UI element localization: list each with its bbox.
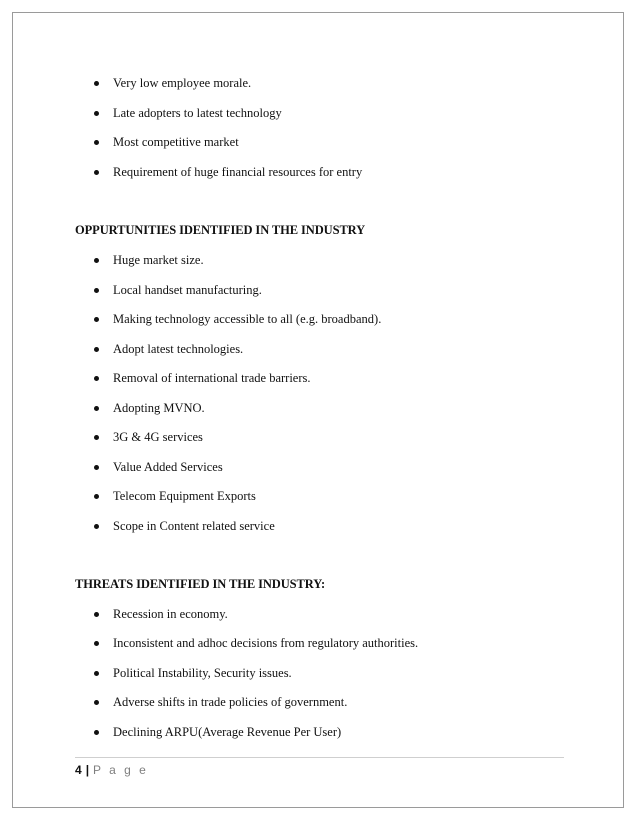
bullet-icon [94, 494, 99, 499]
list-item-text: Huge market size. [113, 253, 204, 267]
list-item-text: Very low employee morale. [113, 76, 252, 90]
bullet-icon [94, 612, 99, 617]
list-item-text: Late adopters to latest technology [113, 106, 282, 120]
list-item [0, 519, 600, 535]
list-item-text: Declining ARPU(Average Revenue Per User) [113, 725, 342, 739]
page-number: 4 [75, 763, 82, 777]
list-item-text: Adopting MVNO. [113, 401, 205, 415]
list-item [0, 106, 600, 122]
bullet-icon [94, 81, 99, 86]
list-item-text: Telecom Equipment Exports [113, 489, 256, 503]
list-item-text: Scope in Content related service [113, 519, 275, 533]
opportunities-heading: OPPURTUNITIES IDENTIFIED IN THE INDUSTRY [75, 223, 366, 237]
bullet-icon [94, 347, 99, 352]
list-item [0, 489, 600, 505]
bullet-icon [94, 317, 99, 322]
list-item-text: Requirement of huge financial resources for entry [113, 165, 363, 179]
list-item [0, 666, 600, 682]
bullet-icon [94, 140, 99, 145]
list-item-text: Making technology accessible to all (e.g. broadband). [113, 312, 382, 326]
threats-heading: THREATS IDENTIFIED IN THE INDUSTRY: [75, 577, 326, 591]
list-item [0, 371, 600, 387]
list-item-text: Removal of international trade barriers. [113, 371, 311, 385]
list-item-text: Recession in economy. [113, 607, 228, 621]
bullet-icon [94, 376, 99, 381]
page-label: P a g e [93, 763, 149, 777]
bullet-icon [94, 524, 99, 529]
list-item [0, 695, 600, 711]
list-item [0, 460, 600, 476]
list-item [0, 430, 600, 446]
bullet-icon [94, 465, 99, 470]
bullet-icon [94, 700, 99, 705]
bullet-icon [94, 258, 99, 263]
list-item-text: Value Added Services [113, 460, 223, 474]
list-item-text: Adopt latest technologies. [113, 342, 244, 356]
list-item-text: Adverse shifts in trade policies of government. [113, 695, 348, 709]
bullet-icon [94, 671, 99, 676]
footer-separator: | [85, 763, 90, 777]
list-item [0, 165, 600, 181]
list-item [0, 636, 600, 652]
bullet-icon [94, 435, 99, 440]
list-item-text: Political Instability, Security issues. [113, 666, 292, 680]
list-item [0, 253, 600, 269]
list-item [0, 725, 600, 741]
list-item [0, 135, 600, 151]
bullet-icon [94, 406, 99, 411]
list-item-text: Local handset manufacturing. [113, 283, 262, 297]
list-item-text: Inconsistent and adhoc decisions from regulatory authorities. [113, 636, 419, 650]
bullet-icon [94, 641, 99, 646]
list-item [0, 76, 600, 92]
list-item [0, 342, 600, 358]
bullet-icon [94, 730, 99, 735]
bullet-icon [94, 111, 99, 116]
bullet-icon [94, 288, 99, 293]
footer-divider [75, 757, 564, 758]
page-footer [75, 763, 148, 777]
list-item [0, 401, 600, 417]
list-item-text: Most competitive market [113, 135, 239, 149]
list-item-text: 3G & 4G services [113, 430, 203, 444]
list-item [0, 283, 600, 299]
list-item [0, 312, 600, 328]
bullet-icon [94, 170, 99, 175]
list-item [0, 607, 600, 623]
